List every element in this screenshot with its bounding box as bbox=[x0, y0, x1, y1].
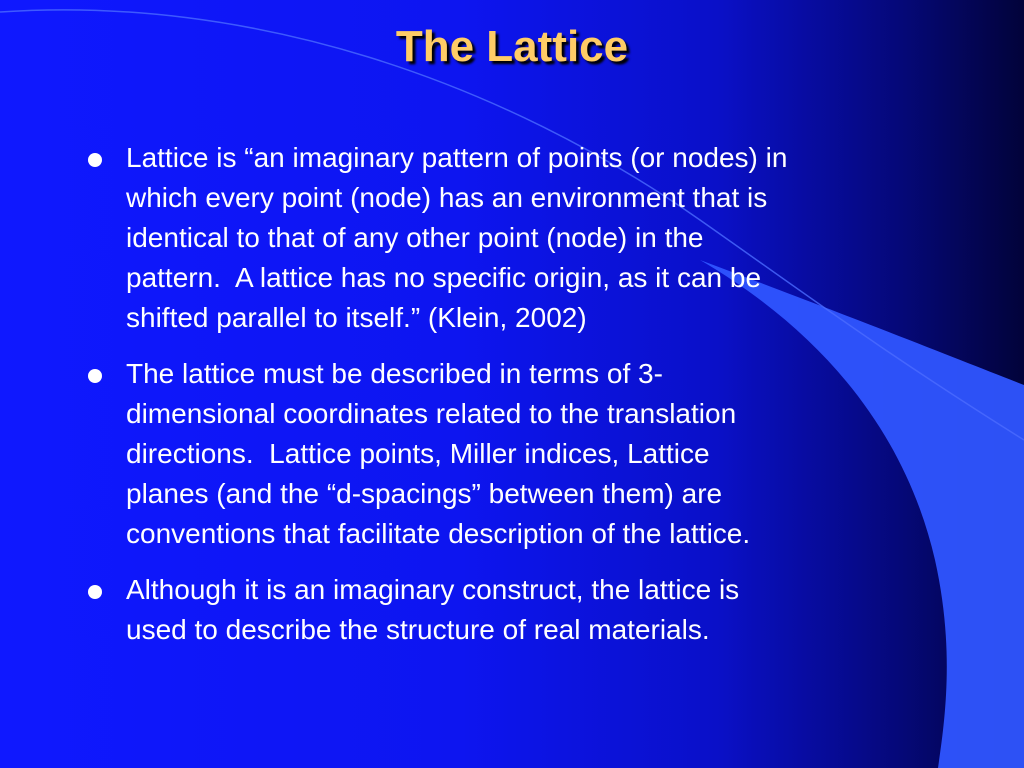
bullet-dot-icon bbox=[88, 369, 102, 383]
bullet-item bbox=[88, 570, 948, 650]
bullet-item bbox=[88, 354, 948, 554]
bullet-text: Lattice is “an imaginary pattern of points (or nodes) in which every point (node) has an environment that is identical to that of any other point (node) in the pattern. A lattice has no specific origin, as it can be shifted parallel to itself.” (Klein, 2002) bbox=[126, 142, 788, 333]
bullet-dot-icon bbox=[88, 153, 102, 167]
bullet-text: Although it is an imaginary construct, the lattice is used to describe the structure of real materials. bbox=[126, 574, 740, 645]
bullet-text: The lattice must be described in terms of 3- dimensional coordinates related to the translation directions. Lattice points, Miller indices, Lattice planes (and the “d-spacings” between them) are conventions that facilitate description of the lattice. bbox=[126, 358, 751, 549]
bullet-item bbox=[88, 138, 948, 338]
bullet-dot-icon bbox=[88, 585, 102, 599]
slide-title: The Lattice bbox=[395, 22, 629, 71]
bullet-list bbox=[88, 138, 948, 666]
